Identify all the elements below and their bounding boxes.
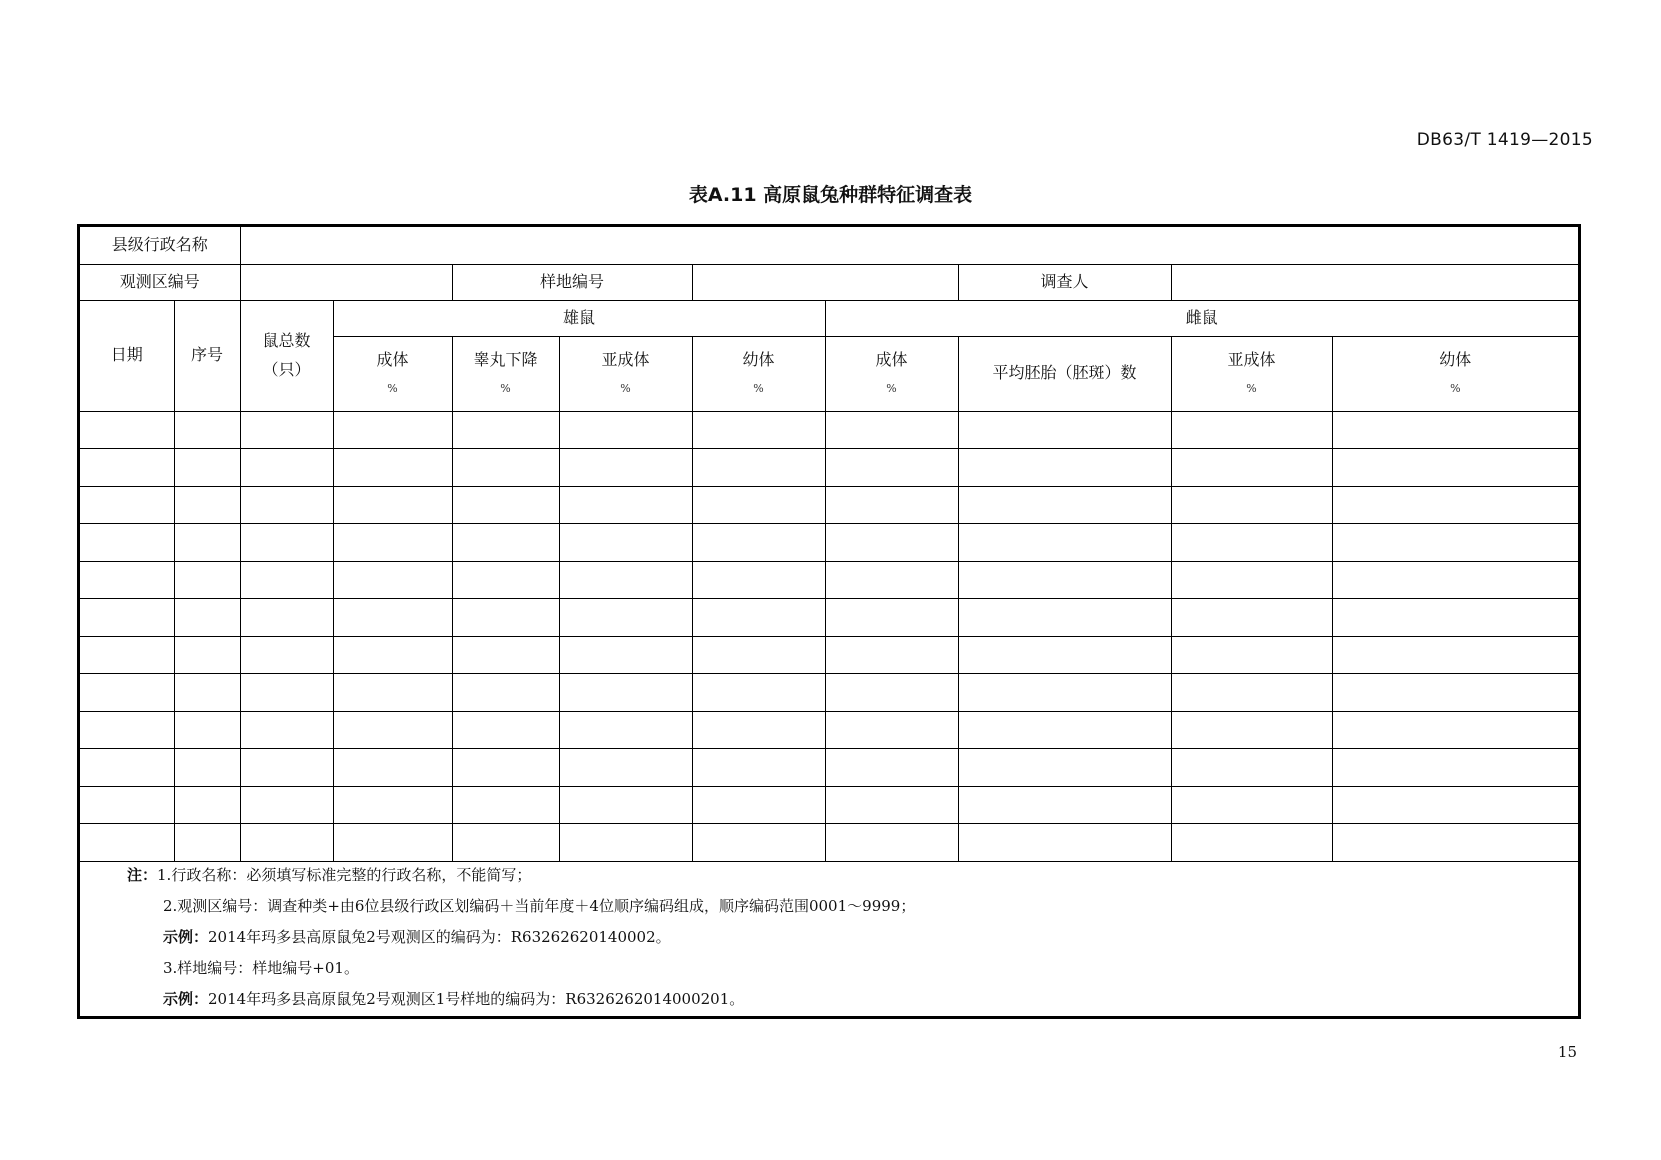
table-cell[interactable] <box>825 749 958 787</box>
table-cell[interactable] <box>333 486 452 524</box>
table-cell[interactable] <box>958 524 1171 562</box>
table-cell[interactable] <box>958 561 1171 599</box>
table-cell[interactable] <box>174 824 240 862</box>
example-1: 2014年玛多县高原鼠兔2号观测区的编码为：R63262620140002。 <box>208 928 671 946</box>
table-cell[interactable] <box>958 824 1171 862</box>
table-cell[interactable] <box>240 486 333 524</box>
table-cell[interactable] <box>1332 711 1578 749</box>
table-cell[interactable] <box>80 749 174 787</box>
table-cell[interactable] <box>240 449 333 487</box>
table-cell[interactable] <box>1171 411 1332 449</box>
note-2: 2.观测区编号：调查种类+由6位县级行政区划编码＋当前年度＋4位顺序编码组成，顺序编码范围0001～9999； <box>163 897 916 915</box>
survey-table <box>80 227 1578 862</box>
table-row <box>80 636 1578 674</box>
table-row <box>80 711 1578 749</box>
table-cell[interactable] <box>692 561 825 599</box>
table-cell[interactable] <box>692 711 825 749</box>
table-cell[interactable] <box>1171 711 1332 749</box>
col-female-embryo: 平均胚胎（胚斑）数 <box>958 336 1171 411</box>
note-1: 1.行政名称：必须填写标准完整的行政名称，不能简写； <box>157 866 532 884</box>
table-cell[interactable] <box>958 674 1171 712</box>
table-cell[interactable] <box>1332 524 1578 562</box>
table-cell[interactable] <box>174 636 240 674</box>
table-cell[interactable] <box>240 599 333 637</box>
table-cell[interactable] <box>958 749 1171 787</box>
col-group-male: 雄鼠 <box>333 300 825 336</box>
table-cell[interactable] <box>174 711 240 749</box>
table-cell[interactable] <box>240 561 333 599</box>
table-cell[interactable] <box>958 486 1171 524</box>
table-cell[interactable] <box>1171 824 1332 862</box>
table-row <box>80 749 1578 787</box>
page-number: 15 <box>1557 1043 1577 1061</box>
table-cell[interactable] <box>333 561 452 599</box>
col-male-testes: 睾丸下降 % <box>452 336 559 411</box>
investigator-label: 调查人 <box>958 264 1171 300</box>
table-cell[interactable] <box>240 786 333 824</box>
table-cell[interactable] <box>80 599 174 637</box>
col-total-unit: （只） <box>262 359 311 379</box>
table-cell[interactable] <box>333 524 452 562</box>
table-cell[interactable] <box>240 711 333 749</box>
table-cell[interactable] <box>825 411 958 449</box>
table-row <box>80 824 1578 862</box>
table-cell[interactable] <box>80 636 174 674</box>
table-cell[interactable] <box>559 411 692 449</box>
table-row <box>80 561 1578 599</box>
table-cell[interactable] <box>559 786 692 824</box>
table-cell[interactable] <box>1171 636 1332 674</box>
table-cell[interactable] <box>333 411 452 449</box>
county-label: 县级行政名称 <box>80 227 240 264</box>
example-prefix: 示例： <box>163 928 209 946</box>
table-cell[interactable] <box>692 786 825 824</box>
table-cell[interactable] <box>825 524 958 562</box>
table-cell[interactable] <box>692 824 825 862</box>
table-cell[interactable] <box>1332 411 1578 449</box>
example-line-2 <box>127 984 1578 1015</box>
table-cell[interactable] <box>692 486 825 524</box>
table-cell[interactable] <box>1171 786 1332 824</box>
col-male-juvenile: 幼体 % <box>692 336 825 411</box>
table-cell[interactable] <box>333 711 452 749</box>
col-female-juvenile: 幼体 % <box>1332 336 1578 411</box>
table-cell[interactable] <box>452 599 559 637</box>
table-cell[interactable] <box>452 449 559 487</box>
table-cell[interactable] <box>240 674 333 712</box>
table-cell[interactable] <box>825 711 958 749</box>
table-cell[interactable] <box>174 786 240 824</box>
table-row <box>80 486 1578 524</box>
table-cell[interactable] <box>80 449 174 487</box>
table-cell[interactable] <box>452 486 559 524</box>
table-cell[interactable] <box>80 711 174 749</box>
table-cell[interactable] <box>958 636 1171 674</box>
table-cell[interactable] <box>559 561 692 599</box>
table-cell[interactable] <box>1332 749 1578 787</box>
table-cell[interactable] <box>240 636 333 674</box>
table-cell[interactable] <box>692 524 825 562</box>
area-code-label: 观测区编号 <box>80 264 240 300</box>
table-cell[interactable] <box>240 749 333 787</box>
table-cell[interactable] <box>174 486 240 524</box>
table-cell[interactable] <box>692 599 825 637</box>
table-cell[interactable] <box>240 824 333 862</box>
table-cell[interactable] <box>333 824 452 862</box>
investigator-field[interactable] <box>1171 264 1578 300</box>
col-date: 日期 <box>80 300 174 411</box>
table-cell[interactable] <box>333 449 452 487</box>
table-cell[interactable] <box>174 449 240 487</box>
table-cell[interactable] <box>1332 561 1578 599</box>
table-cell[interactable] <box>1171 599 1332 637</box>
table-cell[interactable] <box>80 561 174 599</box>
table-cell[interactable] <box>174 561 240 599</box>
table-cell[interactable] <box>958 411 1171 449</box>
table-cell[interactable] <box>333 786 452 824</box>
table-cell[interactable] <box>1332 636 1578 674</box>
table-cell[interactable] <box>825 561 958 599</box>
table-cell[interactable] <box>825 824 958 862</box>
table-cell[interactable] <box>825 786 958 824</box>
table-cell[interactable] <box>452 561 559 599</box>
table-cell[interactable] <box>174 599 240 637</box>
table-cell[interactable] <box>1332 786 1578 824</box>
table-row <box>80 786 1578 824</box>
table-cell[interactable] <box>1332 449 1578 487</box>
table-cell[interactable] <box>825 674 958 712</box>
col-serial: 序号 <box>174 300 240 411</box>
col-female-subadult: 亚成体 % <box>1171 336 1332 411</box>
table-row <box>80 411 1578 449</box>
table-cell[interactable] <box>825 449 958 487</box>
table-cell[interactable] <box>174 674 240 712</box>
table-cell[interactable] <box>559 749 692 787</box>
table-cell[interactable] <box>825 636 958 674</box>
note-3: 3.样地编号：样地编号+01。 <box>163 959 359 977</box>
col-female-adult: 成体 % <box>825 336 958 411</box>
table-cell[interactable] <box>958 711 1171 749</box>
table-cell[interactable] <box>452 711 559 749</box>
table-cell[interactable] <box>559 674 692 712</box>
table-cell[interactable] <box>958 786 1171 824</box>
table-cell[interactable] <box>1332 486 1578 524</box>
data-rows <box>80 411 1578 861</box>
table-cell[interactable] <box>174 524 240 562</box>
table-cell[interactable] <box>174 411 240 449</box>
table-cell[interactable] <box>452 524 559 562</box>
table-cell[interactable] <box>80 674 174 712</box>
table-cell[interactable] <box>692 411 825 449</box>
table-cell[interactable] <box>174 749 240 787</box>
example-prefix-2: 示例： <box>163 990 209 1008</box>
table-cell[interactable] <box>958 449 1171 487</box>
table-cell[interactable] <box>1171 749 1332 787</box>
table-cell[interactable] <box>80 411 174 449</box>
table-row <box>80 449 1578 487</box>
county-field[interactable] <box>240 227 1578 264</box>
table-cell[interactable] <box>559 486 692 524</box>
table-cell[interactable] <box>559 524 692 562</box>
notes <box>80 860 1578 1015</box>
table-cell[interactable] <box>1332 599 1578 637</box>
example-2: 2014年玛多县高原鼠兔2号观测区1号样地的编码为：R6326262014000201。 <box>208 990 745 1008</box>
note-line-1 <box>127 860 1578 891</box>
col-total-label: 鼠总数 <box>262 331 311 351</box>
table-cell[interactable] <box>80 824 174 862</box>
table-cell[interactable] <box>559 824 692 862</box>
example-line-1 <box>127 922 1578 953</box>
table-cell[interactable] <box>1171 674 1332 712</box>
table-cell[interactable] <box>452 749 559 787</box>
table-row <box>80 524 1578 562</box>
table-cell[interactable] <box>1332 824 1578 862</box>
table-cell[interactable] <box>452 786 559 824</box>
table-cell[interactable] <box>80 786 174 824</box>
table-cell[interactable] <box>692 449 825 487</box>
col-group-female: 雌鼠 <box>825 300 1578 336</box>
table-cell[interactable] <box>333 636 452 674</box>
table-cell[interactable] <box>333 674 452 712</box>
table-cell[interactable] <box>559 449 692 487</box>
table-title: 表A.11 高原鼠兔种群特征调查表 <box>688 184 973 206</box>
table-cell[interactable] <box>333 599 452 637</box>
table-cell[interactable] <box>692 749 825 787</box>
table-cell[interactable] <box>559 711 692 749</box>
col-male-adult: 成体 % <box>333 336 452 411</box>
plot-code-label: 样地编号 <box>452 264 692 300</box>
table-cell[interactable] <box>1171 561 1332 599</box>
survey-form <box>77 224 1581 1019</box>
table-cell[interactable] <box>452 674 559 712</box>
table-cell[interactable] <box>692 636 825 674</box>
table-cell[interactable] <box>452 636 559 674</box>
document-code: DB63/T 1419—2015 <box>1416 130 1593 150</box>
table-cell[interactable] <box>825 599 958 637</box>
table-cell[interactable] <box>559 636 692 674</box>
area-code-field[interactable] <box>240 264 452 300</box>
table-cell[interactable] <box>1171 486 1332 524</box>
table-cell[interactable] <box>825 486 958 524</box>
table-cell[interactable] <box>240 411 333 449</box>
table-cell[interactable] <box>80 524 174 562</box>
table-cell[interactable] <box>240 524 333 562</box>
table-cell[interactable] <box>452 824 559 862</box>
table-cell[interactable] <box>692 674 825 712</box>
note-prefix: 注： <box>127 866 158 884</box>
table-cell[interactable] <box>1171 524 1332 562</box>
table-cell[interactable] <box>80 486 174 524</box>
col-total <box>240 300 333 411</box>
table-row <box>80 599 1578 637</box>
col-male-subadult: 亚成体 % <box>559 336 692 411</box>
table-cell[interactable] <box>958 599 1171 637</box>
table-cell[interactable] <box>333 749 452 787</box>
table-cell[interactable] <box>559 599 692 637</box>
table-cell[interactable] <box>1332 674 1578 712</box>
table-cell[interactable] <box>452 411 559 449</box>
table-row <box>80 674 1578 712</box>
table-cell[interactable] <box>1171 449 1332 487</box>
plot-code-field[interactable] <box>692 264 958 300</box>
